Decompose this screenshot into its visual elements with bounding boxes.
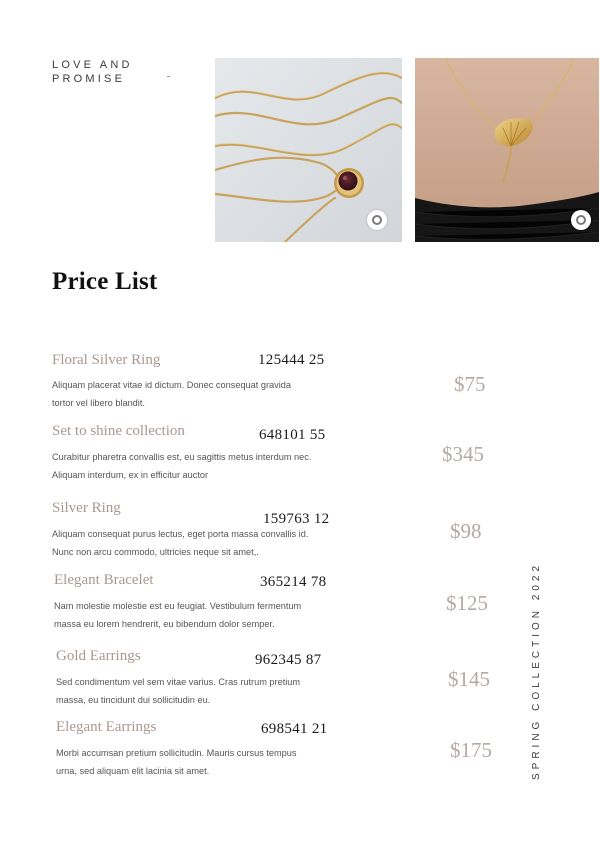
item-code: 365214 78	[260, 574, 327, 590]
item-name: Silver Ring	[52, 500, 121, 516]
item-description-line: tortor vel libero blandit.	[52, 398, 145, 408]
brand-line-2: PROMISE	[52, 73, 126, 85]
item-code: 698541 21	[261, 721, 328, 737]
item-description-line: Curabitur pharetra convallis est, eu sagittis metus interdum nec.	[52, 452, 312, 462]
brand-dot	[167, 76, 170, 77]
photo-indicator-icon[interactable]	[367, 210, 387, 230]
item-price: $98	[450, 519, 482, 543]
item-description-line: Morbi accumsan pretium sollicitudin. Mauris cursus tempus	[56, 748, 297, 758]
collection-label: SPRING COLLECTION 2022	[531, 561, 542, 780]
item-price: $345	[442, 442, 484, 466]
item-description-line: Aliquam consequat purus lectus, eget porta massa convallis id.	[52, 529, 309, 539]
item-description	[56, 673, 356, 709]
item-price: $125	[446, 591, 488, 615]
item-description-line: Aliquam interdum, ex in efficitur auctor	[52, 470, 209, 480]
item-price: $75	[454, 372, 486, 396]
brand-logo	[52, 58, 133, 86]
item-code: 962345 87	[255, 652, 322, 668]
item-name: Elegant Bracelet	[54, 572, 154, 588]
brand-line-1: LOVE AND	[52, 59, 133, 71]
item-description	[52, 525, 352, 561]
item-description	[52, 376, 352, 412]
item-name: Gold Earrings	[56, 648, 141, 664]
item-description-line: Nam molestie molestie est eu feugiat. Vestibulum fermentum	[54, 601, 302, 611]
photo-gold-chain-pendant[interactable]	[215, 58, 402, 242]
item-description	[56, 744, 356, 780]
item-description-line: Sed condimentum vel sem vitae varius. Cras rutrum pretium	[56, 677, 301, 687]
item-code: 648101 55	[259, 427, 326, 443]
item-name: Set to shine collection	[52, 423, 185, 439]
item-description-line: urna, sed aliquam elit lacinia sit amet.	[56, 766, 210, 776]
item-description-line: massa, eu tincidunt dui sollicitudin eu.	[56, 695, 211, 705]
item-description-line: massa eu lorem hendrerit, eu bibendum dolor semper.	[54, 619, 275, 629]
item-description	[52, 448, 352, 484]
item-description-line: Nunc non arcu commodo, ultricies neque sit amet,.	[52, 547, 259, 557]
item-code: 159763 12	[263, 511, 330, 527]
item-description-line: Aliquam placerat vitae id dictum. Donec consequat gravida	[52, 380, 292, 390]
item-name: Floral Silver Ring	[52, 352, 161, 368]
photo-indicator-icon[interactable]	[571, 210, 591, 230]
item-name: Elegant Earrings	[56, 719, 157, 735]
photo-ginkgo-necklace[interactable]	[415, 58, 599, 242]
item-price: $175	[450, 738, 492, 762]
item-description	[54, 597, 354, 633]
item-price: $145	[448, 667, 490, 691]
item-code: 125444 25	[258, 352, 325, 368]
page-title: Price List	[52, 268, 158, 295]
